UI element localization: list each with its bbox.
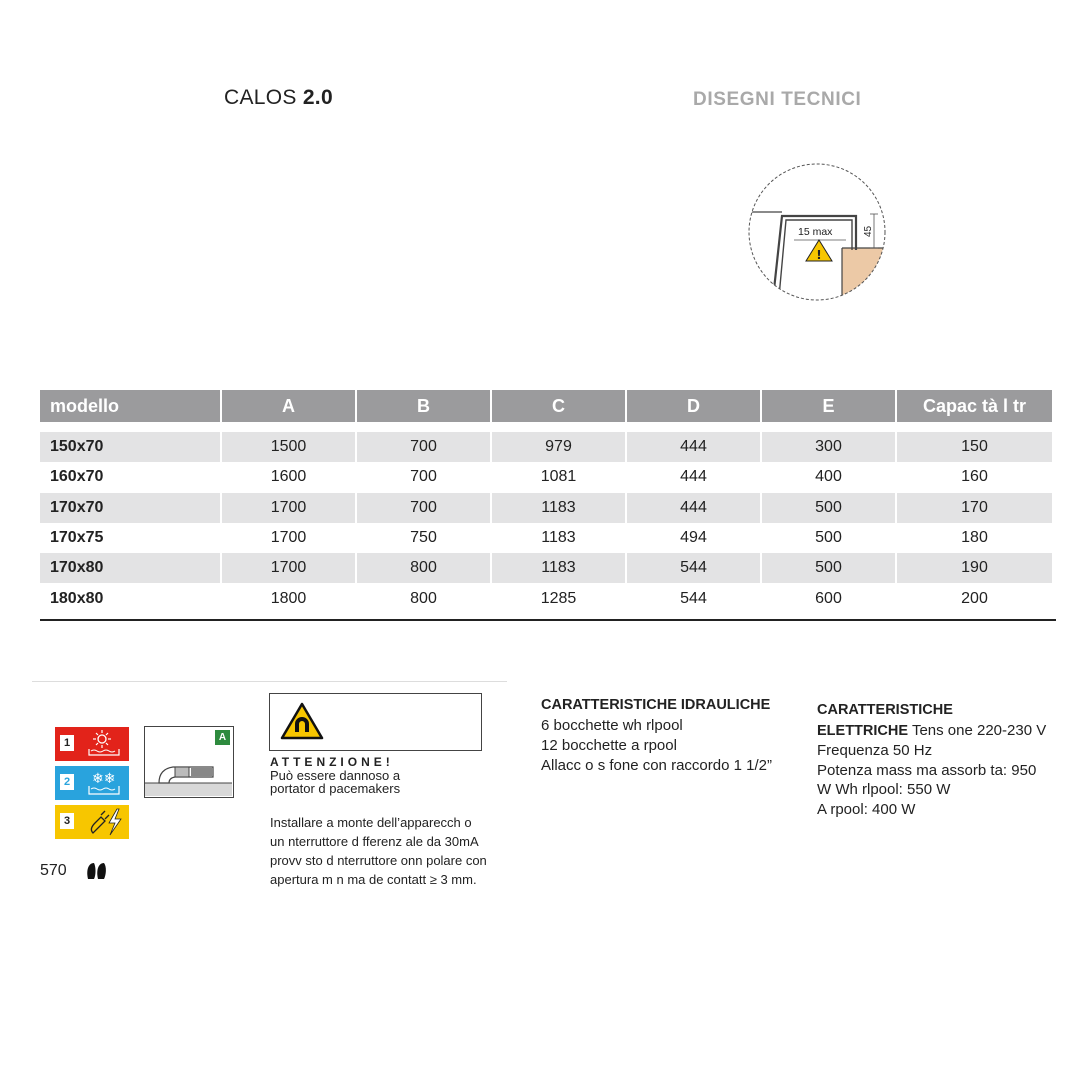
table-cell: 1183 [492, 553, 625, 583]
icon-number: 3 [60, 813, 74, 829]
hydraulic-line: 12 bocchette a rpool [541, 737, 677, 754]
product-name: CALOS [224, 86, 303, 109]
technical-detail-drawing [742, 158, 892, 306]
table-cell: 1700 [270, 529, 307, 547]
table-cell: 700 [357, 432, 490, 462]
whirlpool-power-text: W Wh rlpool: 550 W [817, 781, 951, 798]
hydraulic-specs [541, 716, 801, 776]
table-row [40, 432, 1056, 462]
frequency-text: Frequenza 50 Hz [817, 742, 933, 759]
connection-icons [55, 727, 129, 844]
pacemaker-warning-text [270, 769, 470, 795]
installation-note [270, 813, 520, 889]
airpool-power-text: A rpool: 400 W [817, 800, 916, 818]
magnet-warning-icon [280, 702, 324, 742]
electrical-title-2: ELETTRICHE [817, 722, 909, 739]
attention-heading: ATTENZIONE! [270, 755, 394, 769]
table-row [40, 553, 1056, 583]
table-cell: 1600 [270, 468, 307, 486]
electric-plug-icon [55, 805, 129, 839]
svg-text:❄❄: ❄❄ [92, 771, 116, 787]
brand-logo [86, 861, 108, 886]
product-title [224, 86, 333, 110]
product-version: 2.0 [302, 86, 333, 109]
table-cell: 800 [410, 589, 437, 607]
hydraulic-line: Allacc o s fone con raccordo 1 1/2” [541, 757, 772, 774]
table-cell: 1285 [540, 589, 577, 607]
install-line: un nterruttore d fferenz ale da 30mA [270, 834, 479, 849]
column-header-e: E [762, 390, 895, 422]
table-cell: 750 [410, 529, 437, 547]
table-cell: 150 [897, 432, 1052, 462]
column-header-capacity: Capac tà l tr [897, 390, 1052, 422]
icon-number: 1 [60, 735, 74, 751]
table-cell: 1700 [222, 493, 355, 523]
table-cell: 600 [815, 589, 842, 607]
table-cell: 494 [680, 529, 707, 547]
table-cell: 1081 [540, 468, 577, 486]
electrical-specs [817, 700, 1055, 819]
cold-water-icon [55, 766, 129, 800]
table-cell: 544 [627, 553, 760, 583]
model-cell: 160x70 [50, 468, 104, 486]
table-cell: 444 [627, 493, 760, 523]
dimensions-table [40, 390, 1056, 614]
table-row [40, 583, 1056, 613]
column-header-a: A [222, 390, 355, 422]
table-header [40, 390, 1056, 422]
table-cell: 1500 [222, 432, 355, 462]
page-number: 570 [40, 862, 67, 879]
table-body [40, 432, 1056, 614]
table-cell: 500 [762, 493, 895, 523]
section-title: DISEGNI TECNICI [693, 89, 862, 110]
table-cell: 400 [815, 468, 842, 486]
max-power-text: Potenza mass ma assorb ta: 950 [817, 761, 1037, 779]
table-cell: 1183 [541, 529, 576, 547]
table-row [40, 523, 1056, 553]
table-cell: 170 [897, 493, 1052, 523]
table-cell: 1800 [270, 589, 307, 607]
install-line: Installare a monte dell’apparecch o [270, 815, 472, 830]
table-cell: 180 [961, 529, 988, 547]
max-gap-label: 15 max [798, 226, 833, 238]
pacemaker-warning-box [269, 693, 482, 751]
hydraulic-title: CARATTERISTICHE IDRAULICHE [541, 697, 771, 713]
warning-line: Può essere dannoso a [270, 768, 401, 783]
table-cell: 979 [492, 432, 625, 462]
icon-number: 2 [60, 774, 74, 790]
svg-text:!: ! [816, 248, 822, 262]
column-header-d: D [627, 390, 760, 422]
table-bottom-rule [40, 619, 1056, 621]
table-cell: 200 [961, 589, 988, 607]
table-cell: 444 [680, 468, 707, 486]
section-divider [32, 681, 507, 682]
hot-water-icon [55, 727, 129, 761]
table-cell: 190 [897, 553, 1052, 583]
table-cell: 1183 [492, 493, 625, 523]
install-line: provv sto d nterruttore onn polare con [270, 853, 487, 868]
table-cell: 500 [762, 553, 895, 583]
height-label: 45 [863, 225, 874, 237]
table-cell: 1700 [222, 553, 355, 583]
model-cell: 170x75 [50, 529, 104, 547]
table-row [40, 462, 1056, 492]
table-cell: 544 [680, 589, 707, 607]
table-row [40, 493, 1056, 523]
table-cell: 160 [961, 468, 988, 486]
column-header-c: C [492, 390, 625, 422]
model-cell: 170x80 [40, 553, 220, 583]
model-cell: 180x80 [50, 589, 104, 607]
warning-line: portator d pacemakers [270, 781, 401, 796]
model-cell: 150x70 [40, 432, 220, 462]
table-cell: 700 [357, 493, 490, 523]
hydraulic-line: 6 bocchette wh rlpool [541, 717, 683, 734]
install-line: apertura m n ma de contatt ≥ 3 mm. [270, 872, 477, 887]
table-cell: 300 [762, 432, 895, 462]
model-cell: 170x70 [40, 493, 220, 523]
table-cell: 700 [410, 468, 437, 486]
table-cell: 800 [357, 553, 490, 583]
column-header-b: B [357, 390, 490, 422]
electrical-title: CARATTERISTICHE [817, 702, 953, 718]
warning-icon [806, 240, 832, 262]
table-cell: 500 [815, 529, 842, 547]
connection-badge: A [215, 730, 230, 745]
drain-connection-diagram [144, 726, 234, 798]
voltage-text: Tens one 220-230 V [911, 721, 1047, 739]
column-header-model: modello [40, 390, 220, 422]
table-cell: 444 [627, 432, 760, 462]
